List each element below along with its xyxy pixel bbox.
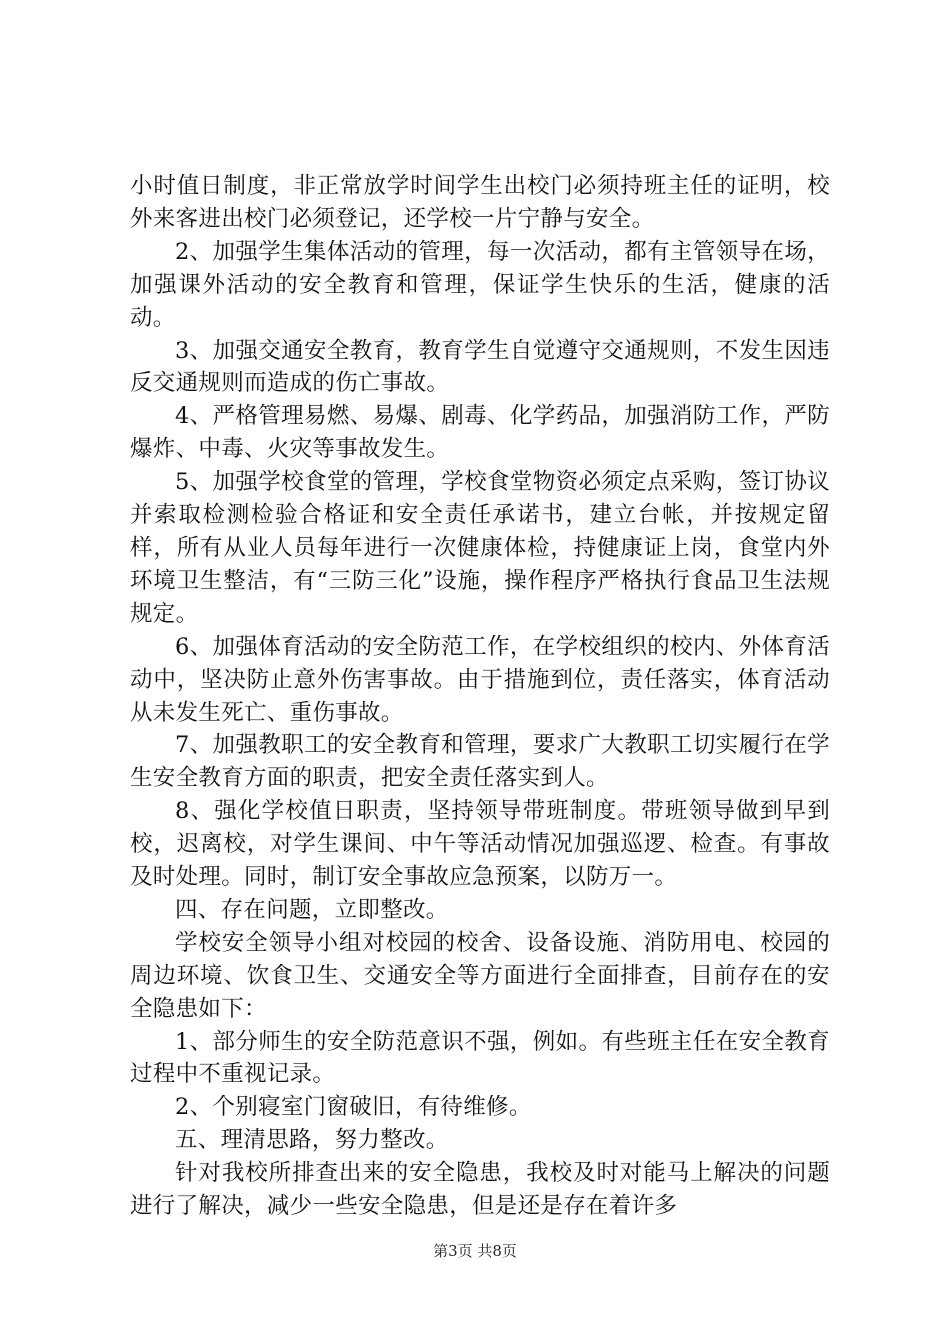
paragraph: 2、加强学生集体活动的管理，每一次活动，都有主管领导在场，加强课外活动的安全教育和管理，保证学生快乐的生活，健康的活动。	[130, 238, 830, 331]
paragraph: 7、加强教职工的安全教育和管理，要求广大教职工切实履行在学生安全教育方面的职责，把安全责任落实到人。	[130, 732, 830, 792]
page-number: 第3页 共8页	[433, 1242, 517, 1260]
paragraph: 2、个别寝室门窗破旧，有待维修。	[175, 1094, 532, 1121]
paragraph: 1、部分师生的安全防范意识不强，例如。有些班主任在安全教育过程中不重视记录。	[130, 1028, 830, 1088]
paragraph: 8、强化学校值日职责，坚持领导带班制度。带班领导做到早到校，迟离校，对学生课间、中午等活动情况加强巡逻、检查。有事故及时处理。同时，制订安全事故应急预案，以防万一。	[130, 798, 830, 891]
paragraph: 4、严格管理易燃、易爆、剧毒、化学药品，加强消防工作，严防爆炸、中毒、火灾等事故发生。	[130, 403, 830, 463]
paragraph: 针对我校所排查出来的安全隐患，我校及时对能马上解决的问题进行了解决，减少一些安全隐患，但是还是存在着许多	[130, 1160, 830, 1220]
section-heading: 四、存在问题，立即整改。	[175, 896, 449, 923]
paragraph: 小时值日制度，非正常放学时间学生出校门必须持班主任的证明，校外来客进出校门必须登记，还学校一片宁静与安全。	[130, 173, 830, 232]
paragraph: 学校安全领导小组对校园的校舍、设备设施、消防用电、校园的周边环境、饮食卫生、交通安全等方面进行全面排查，目前存在的安全隐患如下：	[130, 929, 830, 1022]
paragraph: 5、加强学校食堂的管理，学校食堂物资必须定点采购，签订协议并索取检测检验合格证和安全责任承诺书，建立台帐，并按规定留样，所有从业人员每年进行一次健康体检，持健康证上岗，食堂内外环境卫生整洁，有“三防三化”设施，操作程序严格执行食品卫生法规规定。	[130, 469, 830, 627]
section-heading: 五、理清思路，努力整改。	[175, 1127, 449, 1154]
paragraph: 6、加强体育活动的安全防范工作，在学校组织的校内、外体育活动中，坚决防止意外伤害事故。由于措施到位，责任落实，体育活动从未发生死亡、重伤事故。	[130, 633, 830, 726]
paragraph: 3、加强交通安全教育，教育学生自觉遵守交通规则，不发生因违反交通规则而造成的伤亡事故。	[130, 337, 830, 397]
document-body	[130, 170, 830, 1223]
